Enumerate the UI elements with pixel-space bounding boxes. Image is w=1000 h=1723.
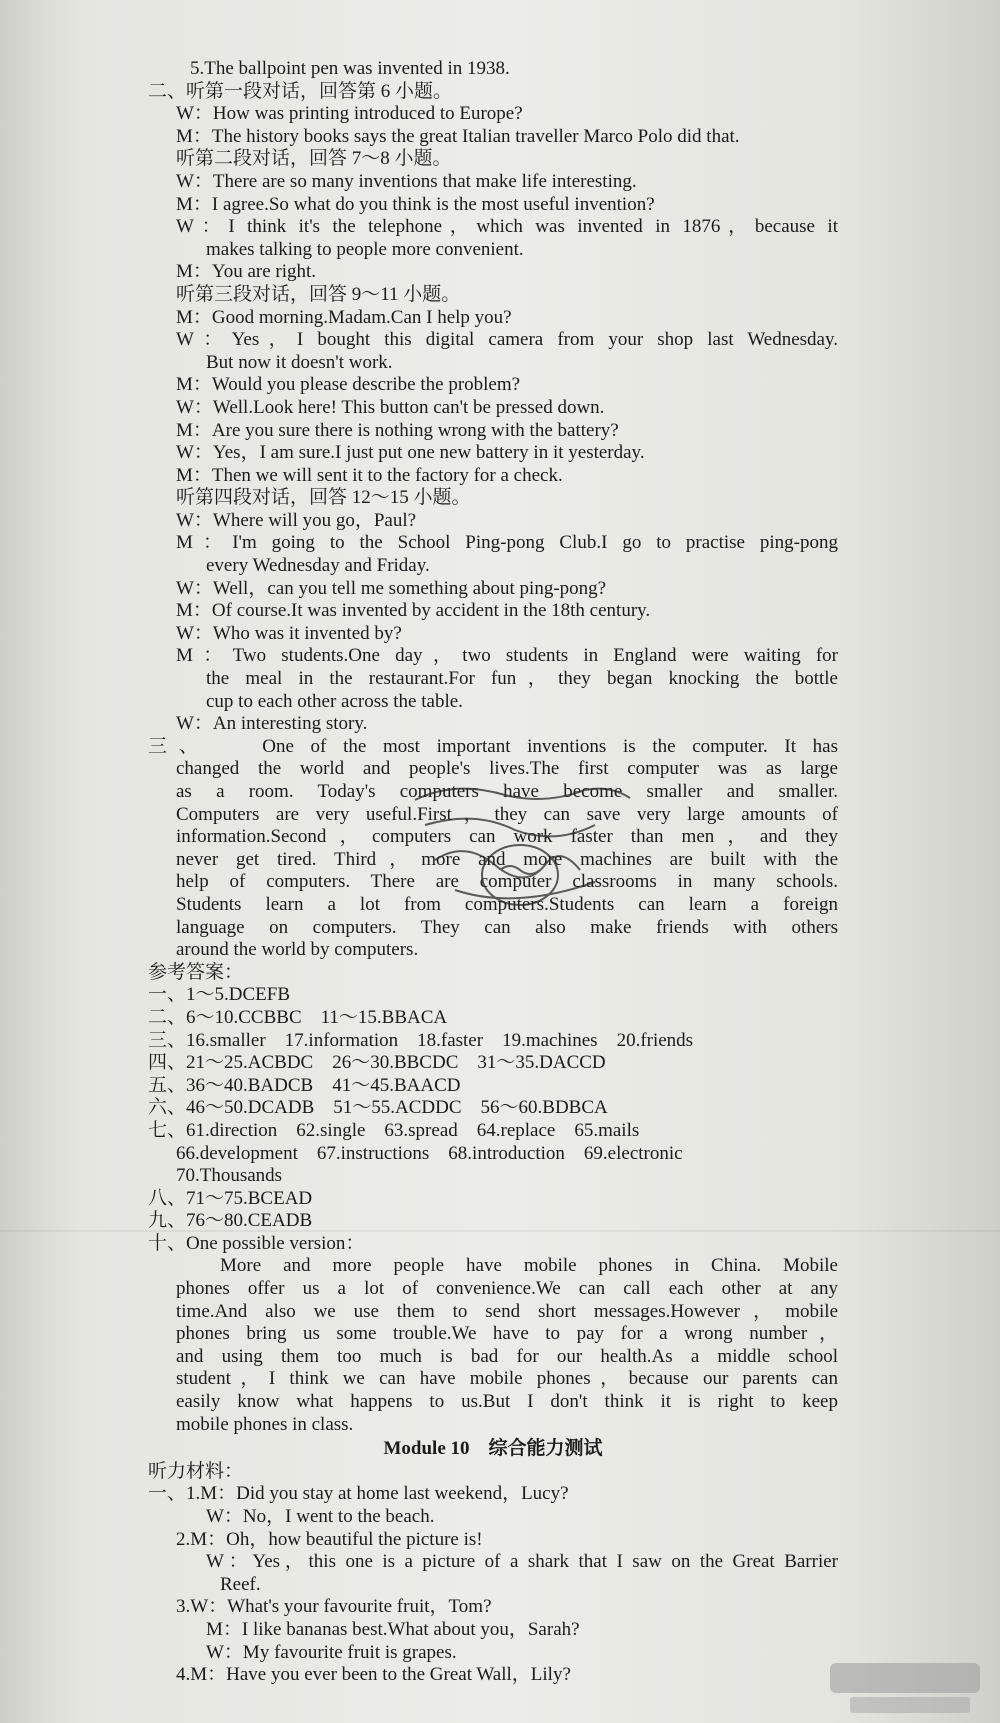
text-line: 参考答案： — [148, 961, 244, 983]
section-heading: Module 10 综合能力测试 — [383, 1438, 603, 1460]
text-line: Computers are very useful.First，they can save very large amounts of — [176, 803, 838, 825]
text-line: student，I think we can have mobile phones，because our parents can — [176, 1368, 838, 1390]
text-line: W：An interesting story. — [176, 713, 368, 735]
text-line: 二、听第一段对话，回答第 6 小题。 — [148, 80, 453, 102]
text-line: W：How was printing introduced to Europe? — [176, 103, 523, 125]
text-line: W：Yes，I am sure.I just put one new battery in it yesterday. — [176, 442, 645, 464]
text-line: changed the world and people's lives.The first computer was as large — [176, 758, 838, 780]
text-line: 九、76～80.CEADB — [148, 1210, 313, 1232]
text-line: M：Good morning.Madam.Can I help you? — [176, 306, 512, 328]
text-line: never get tired. Third，more and more machines are built with the — [176, 848, 838, 870]
text-line: 听第四段对话，回答 12～15 小题。 — [176, 487, 471, 509]
text-line: W：Who was it invented by? — [176, 622, 402, 644]
text-line: phones bring us some trouble.We have to pay for a wrong number， — [176, 1323, 838, 1345]
text-line: phones offer us a lot of convenience.We can call each other at any — [176, 1278, 838, 1300]
handwritten-stamp — [395, 770, 645, 920]
text-line: M：I like bananas best.What about you，Sarah? — [206, 1618, 580, 1640]
text-line: M：Of course.It was invented by accident in the 18th century. — [176, 600, 651, 622]
text-line: 三、16.smaller 17.information 18.faster 19.machines 20.friends — [148, 1029, 694, 1051]
text-line: W：There are so many inventions that make life interesting. — [176, 170, 637, 192]
text-line: M：The history books says the great Italian traveller Marco Polo did that. — [176, 125, 740, 147]
text-line: 听第二段对话，回答 7～8 小题。 — [176, 148, 452, 170]
text-line: But now it doesn't work. — [206, 351, 393, 373]
text-line: 三、 One of the most important inventions is the computer. It has — [148, 735, 838, 757]
text-line: 五、36～40.BADCB 41～45.BAACD — [148, 1074, 461, 1096]
text-line: 二、6～10.CCBBC 11～15.BBACA — [148, 1006, 448, 1028]
text-line: information.Second，computers can work faster than men，and they — [176, 826, 838, 848]
text-line: M：You are right. — [176, 261, 317, 283]
text-line: 八、71～75.BCEAD — [148, 1187, 313, 1209]
text-line: 一、1.M：Did you stay at home last weekend，Lucy? — [148, 1483, 569, 1505]
text-line: help of computers. There are computer classrooms in many schools. — [176, 871, 838, 893]
text-line: around the world by computers. — [176, 939, 419, 961]
text-line: W：Yes，this one is a picture of a shark that I saw on the Great Barrier — [206, 1551, 838, 1573]
text-line: Reef. — [220, 1573, 261, 1595]
text-line: 一、1～5.DCEFB — [148, 984, 290, 1006]
text-line: M：Would you please describe the problem? — [176, 374, 521, 396]
text-line: time.And also we use them to send short messages.However，mobile — [176, 1300, 838, 1322]
text-line: every Wednesday and Friday. — [206, 555, 430, 577]
text-line: M：Are you sure there is nothing wrong with the battery? — [176, 419, 619, 441]
text-line: W：Well.Look here! This button can't be pressed down. — [176, 396, 605, 418]
text-line: 四、21～25.ACBDC 26～30.BBCDC 31～35.DACCD — [148, 1052, 606, 1074]
text-line: W：No，I went to the beach. — [206, 1506, 435, 1527]
text-line: 66.development 67.instructions 68.introduction 69.electronic — [176, 1142, 683, 1164]
text-line: More and more people have mobile phones in China. Mobile — [220, 1255, 838, 1277]
text-line: language on computers. They can also make friends with others — [176, 916, 838, 938]
text-line: M：I'm going to the School Ping-pong Club.I go to practise ping-pong — [176, 532, 838, 554]
text-line: 70.Thousands — [176, 1165, 283, 1187]
text-line: Students learn a lot from computers.Students can learn a foreign — [176, 893, 838, 915]
text-line: W：Where will you go，Paul? — [176, 509, 417, 531]
text-line: W：Well，can you tell me something about ping-pong? — [176, 577, 607, 599]
text-line: makes talking to people more convenient. — [206, 238, 524, 260]
text-line: 4.M：Have you ever been to the Great Wall，Lily? — [176, 1664, 571, 1686]
text-line: M：I agree.So what do you think is the most useful invention? — [176, 193, 655, 215]
text-line: 3.W：What's your favourite fruit，Tom? — [176, 1596, 492, 1618]
text-line: 六、46～50.DCADB 51～55.ACDDC 56～60.BDBCA — [148, 1097, 608, 1119]
text-line: 听力材料： — [148, 1460, 244, 1482]
text-line: and using them too much is bad for our health.As a middle school — [176, 1345, 838, 1367]
text-line: M：Two students.One day，two students in England were waiting for — [176, 645, 838, 667]
text-line: mobile phones in class. — [176, 1413, 354, 1435]
text-line: W：Yes，I bought this digital camera from your shop last Wednesday. — [176, 329, 838, 351]
text-line: W：I think it's the telephone，which was invented in 1876，because it — [176, 216, 838, 238]
site-watermark-logo — [828, 1659, 988, 1717]
text-line: cup to each other across the table. — [206, 690, 463, 712]
text-line: M：Then we will sent it to the factory for a check. — [176, 464, 563, 486]
text-line: 听第三段对话，回答 9～11 小题。 — [176, 283, 461, 305]
text-line: the meal in the restaurant.For fun，they began knocking the bottle — [206, 668, 838, 690]
text-line: as a room. Today's computers have become smaller and smaller. — [176, 781, 838, 802]
text-line: 七、61.direction 62.single 63.spread 64.replace 65.mails — [148, 1119, 640, 1141]
text-line: easily know what happens to us.But I don't think it is right to keep — [176, 1391, 838, 1413]
text-line: 2.M：Oh，how beautiful the picture is! — [176, 1528, 483, 1550]
text-line: W：My favourite fruit is grapes. — [206, 1641, 457, 1663]
text-line: 5.The ballpoint pen was invented in 1938. — [190, 58, 510, 79]
text-line: 十、One possible version： — [148, 1232, 365, 1254]
